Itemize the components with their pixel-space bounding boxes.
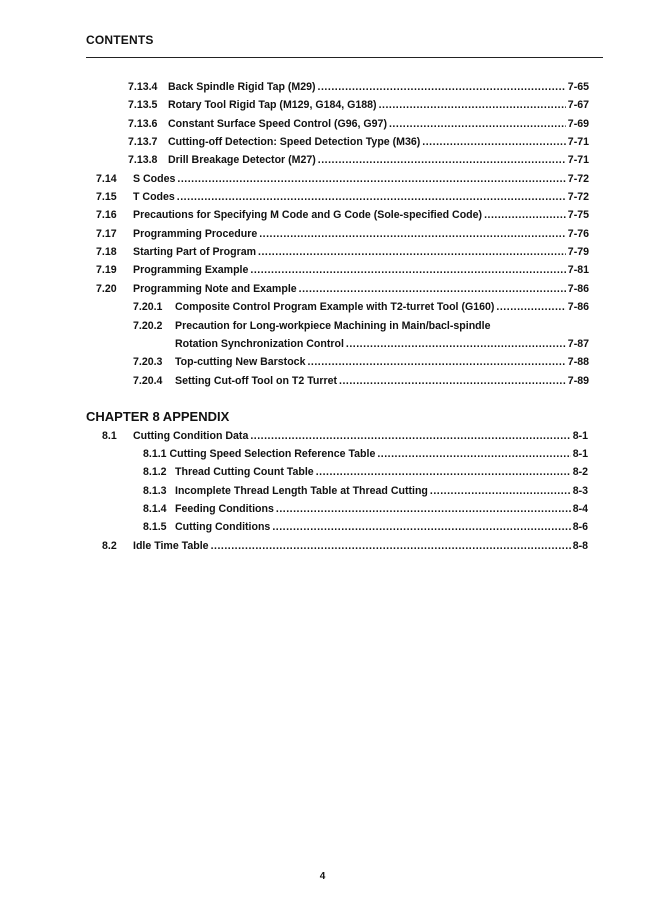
toc-entry-number: 7.20 bbox=[96, 283, 117, 295]
toc-entry-number: 8.1 bbox=[102, 430, 117, 442]
toc-entry-title: S Codes bbox=[133, 173, 176, 185]
toc-entry-number: 8.1.3 bbox=[143, 485, 167, 497]
toc-entry-title: Cutting-off Detection: Speed Detection Type (M36) bbox=[168, 136, 421, 148]
toc-entry-page: 7-76 bbox=[567, 228, 589, 240]
toc-entry-number: 7.17 bbox=[96, 228, 117, 240]
toc-entry-page: 7-67 bbox=[567, 99, 589, 111]
toc-entry-title: Composite Control Program Example with T2-turret Tool (G160) bbox=[175, 301, 495, 313]
toc-entry-title: Incomplete Thread Length Table at Thread Cutting bbox=[175, 485, 428, 497]
toc-entry-page: 7-87 bbox=[567, 338, 589, 350]
toc-entry-page: 7-69 bbox=[567, 118, 589, 130]
toc-entry-title: Rotation Synchronization Control bbox=[175, 338, 344, 350]
toc-entry-page: 8-6 bbox=[572, 521, 588, 533]
toc-entry-number: 7.20.1 bbox=[133, 301, 163, 313]
toc-entry-page: 8-8 bbox=[572, 540, 588, 552]
toc-entry-page: 7-71 bbox=[567, 136, 589, 148]
toc-entry-number: 7.13.4 bbox=[128, 81, 158, 93]
toc-entry-title: Cutting Conditions bbox=[175, 521, 271, 533]
toc-entry-page: 8-1 bbox=[572, 448, 588, 460]
toc-entry-page: 7-88 bbox=[567, 356, 589, 368]
header-rule bbox=[86, 57, 603, 58]
toc-entry-number: 7.13.8 bbox=[128, 154, 158, 166]
toc-entry-page: 7-89 bbox=[567, 375, 589, 387]
toc-entry-number: 7.15 bbox=[96, 191, 117, 203]
toc-entry-title: Programming Note and Example bbox=[133, 283, 297, 295]
toc-entry-page: 8-4 bbox=[572, 503, 588, 515]
toc-entry-page: 8-3 bbox=[572, 485, 588, 497]
toc-entry-title: Cutting Condition Data bbox=[133, 430, 249, 442]
toc-entry-page: 7-72 bbox=[567, 173, 589, 185]
toc-entry-page: 7-79 bbox=[567, 246, 589, 258]
toc-entry-title: Back Spindle Rigid Tap (M29) bbox=[168, 81, 316, 93]
toc-entry-page: 7-86 bbox=[567, 283, 589, 295]
toc-entry-title: 8.1.1 Cutting Speed Selection Reference Table bbox=[143, 448, 376, 460]
toc-entry-page: 7-72 bbox=[567, 191, 589, 203]
toc-entry-title: Programming Procedure bbox=[133, 228, 258, 240]
toc-entry-title: Precautions for Specifying M Code and G Code (Sole-specified Code) bbox=[133, 209, 483, 221]
toc-entry-page: 7-75 bbox=[567, 209, 589, 221]
toc-entry-number: 7.13.7 bbox=[128, 136, 158, 148]
toc-entry-number: 7.13.5 bbox=[128, 99, 158, 111]
toc-entry-number: 7.20.3 bbox=[133, 356, 163, 368]
toc-entry-number: 8.1.2 bbox=[143, 466, 167, 478]
toc-entry-number: 7.18 bbox=[96, 246, 117, 258]
toc-entry-number: 7.20.4 bbox=[133, 375, 163, 387]
toc-entry-page: 7-65 bbox=[567, 81, 589, 93]
toc-entry-title: Constant Surface Speed Control (G96, G97) bbox=[168, 118, 387, 130]
toc-entry-number: 7.13.6 bbox=[128, 118, 158, 130]
toc-entry-title: Rotary Tool Rigid Tap (M129, G184, G188) bbox=[168, 99, 377, 111]
toc-entry-page: 8-2 bbox=[572, 466, 588, 478]
toc-entry-page: 8-1 bbox=[572, 430, 588, 442]
toc-entry-page: 7-81 bbox=[567, 264, 589, 276]
toc-entry-number: 7.16 bbox=[96, 209, 117, 221]
toc-entry-number: 7.19 bbox=[96, 264, 117, 276]
toc-entry-title: Setting Cut-off Tool on T2 Turret bbox=[175, 375, 338, 387]
toc-entry-number: 8.2 bbox=[102, 540, 117, 552]
toc-entry-title: Top-cutting New Barstock bbox=[175, 356, 306, 368]
toc-entry-title: Idle Time Table bbox=[133, 540, 209, 552]
toc-entry-number: 8.1.4 bbox=[143, 503, 167, 515]
toc-entry-title: Programming Example bbox=[133, 264, 249, 276]
toc-entry-number: 8.1.5 bbox=[143, 521, 167, 533]
chapter-heading: CHAPTER 8 APPENDIX bbox=[86, 409, 230, 424]
toc-entry-title: Drill Breakage Detector (M27) bbox=[168, 154, 316, 166]
page-number: 4 bbox=[319, 871, 326, 882]
toc-entry-page: 7-71 bbox=[567, 154, 589, 166]
toc-entry-number: 7.14 bbox=[96, 173, 117, 185]
toc-entry-title: Starting Part of Program bbox=[133, 246, 257, 258]
toc-entry-title: Feeding Conditions bbox=[175, 503, 274, 515]
toc-entry-number: 7.20.2 bbox=[133, 320, 163, 332]
toc-entry-page: 7-86 bbox=[567, 301, 589, 313]
page-header: CONTENTS bbox=[86, 33, 154, 47]
toc-entry-title: Thread Cutting Count Table bbox=[175, 466, 314, 478]
toc-entry-title: T Codes bbox=[133, 191, 175, 203]
toc-entry-title: Precaution for Long-workpiece Machining in Main/bacl-spindle bbox=[175, 320, 491, 332]
